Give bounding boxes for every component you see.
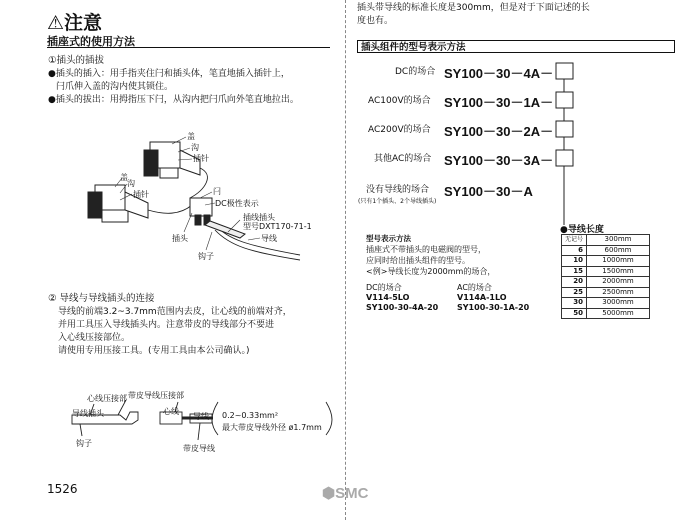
- length-value: 1500mm: [587, 266, 650, 277]
- fig1-latch-label: 闩: [213, 187, 221, 196]
- sec2-line2: 并用工具压入导线插头内。注意带皮的导线部分不要进: [58, 320, 275, 330]
- smc-logo-text: SMC: [335, 485, 369, 502]
- fig2-core-crimp-label: 心线压接部: [87, 394, 127, 403]
- fig1-groove-label: 沟: [191, 143, 199, 152]
- length-row: [562, 308, 650, 319]
- sec1-bullet1-line2: 闩爪伸入盖的沟内使其锁住。: [56, 82, 174, 92]
- example-dc-model2: SY100-30-4A-20: [366, 303, 439, 312]
- row-other-code: SY100－30－3A－: [444, 153, 554, 168]
- length-row: [562, 298, 650, 309]
- caution-title: 注意: [64, 12, 103, 34]
- intro-line2: 度也有。: [357, 16, 394, 26]
- method-line1: 插座式不带插头的电磁阀的型号，: [366, 245, 486, 254]
- length-code: 15: [562, 266, 587, 277]
- fig2-sheath-crimp-label: 带皮导线压接部: [128, 391, 184, 400]
- length-title: ●导线长度: [560, 225, 604, 235]
- sec1-bullet1-line1: ●插头的插入：用手指夹住闩和插头体，笔直地插入插针上，: [48, 69, 290, 79]
- length-code: 无记号: [562, 235, 587, 246]
- row-nowire-label: 没有导线的场合: [366, 185, 430, 195]
- row-dc-label: DC的场合: [395, 67, 436, 77]
- smc-logo: [322, 484, 368, 502]
- fig2-sheathed-label: 带皮导线: [183, 444, 215, 453]
- row-ac200-code: SY100－30－2A－: [444, 124, 554, 139]
- sec1-bullet2: ●插头的拔出：用拇指压下闩，从沟内把闩爪向外笔直地拉出。: [48, 95, 299, 105]
- fig2-wire-socket-label: 导线插头: [72, 409, 104, 418]
- row-dc-code: SY100－30－4A－: [444, 66, 554, 81]
- section-title: 插头组件的型号表示方法: [361, 42, 466, 53]
- example-ac-head: AC的场合: [457, 283, 492, 292]
- length-value: 2500mm: [587, 287, 650, 298]
- example-ac-model1: V114A-1LO: [457, 293, 507, 302]
- sec2-line4: 请使用专用压接工具。(专用工具由本公司确认。): [58, 346, 250, 356]
- length-table: [561, 234, 650, 319]
- fig1-hook-label: 钩子: [198, 252, 214, 261]
- sec1-title: ①插头的插拔: [48, 55, 105, 66]
- fig1-cover-label: 盖: [187, 132, 195, 141]
- length-row: [562, 256, 650, 267]
- length-value: 600mm: [587, 245, 650, 256]
- fig2-hook-label: 钩子: [76, 439, 92, 448]
- fig1-cover2-label: 盖: [120, 173, 128, 182]
- sec2-line1: 导线的前端3.2~3.7mm范围内去皮，让心线的前端对齐，: [58, 307, 292, 317]
- sec2-title: ② 导线与导线插头的连接: [48, 293, 155, 304]
- sec2-line3: 入心线压接部位。: [58, 333, 131, 343]
- subtitle: 插座式的使用方法: [47, 35, 135, 48]
- length-value: 2000mm: [587, 277, 650, 288]
- length-row: [562, 235, 650, 246]
- fig2-wire-label: 导线: [193, 412, 209, 421]
- fig1-dc-label: DC极性表示: [215, 199, 259, 208]
- row-other-label: 其他AC的场合: [374, 154, 432, 164]
- warning-icon: ⚠: [47, 12, 65, 34]
- fig1-groove2-label: 沟: [127, 179, 135, 188]
- row-ac100-label: AC100V的场合: [368, 96, 431, 106]
- length-row: [562, 287, 650, 298]
- nowire-note: (只有1个插头、2个导线插头): [358, 198, 437, 205]
- length-value: 3000mm: [587, 298, 650, 309]
- length-code: 10: [562, 256, 587, 267]
- length-row: [562, 266, 650, 277]
- fig2-spec1: 0.2~0.33mm²: [222, 411, 279, 420]
- example-dc-model1: V114-5LO: [366, 293, 410, 302]
- fig1-model-label: 型号DXT170-71-1: [243, 222, 312, 231]
- fig1-pin2-label: 插针: [133, 190, 149, 199]
- example-ac-model2: SY100-30-1A-20: [457, 303, 530, 312]
- fig1-socket-label: 插头: [172, 234, 188, 243]
- row-ac200-label: AC200V的场合: [368, 125, 431, 135]
- row-ac100-code: SY100－30－1A－: [444, 95, 554, 110]
- fig1-pin-label: 插针: [193, 154, 209, 163]
- smc-logo-icon: ⬢: [322, 485, 336, 502]
- section-title-box: [357, 40, 675, 53]
- length-row: [562, 277, 650, 288]
- length-code: 50: [562, 308, 587, 319]
- fig1-assy-label: 插线插头: [243, 213, 275, 222]
- page-number: 1526: [47, 482, 78, 496]
- fig2-spec2: 最大带皮导线外径 ø1.7mm: [222, 423, 322, 432]
- method-line3: <例>导线长度为2000mm的场合，: [366, 267, 496, 276]
- example-dc-head: DC的场合: [366, 283, 402, 292]
- length-code: 30: [562, 298, 587, 309]
- length-value: 1000mm: [587, 256, 650, 267]
- method-line2: 应同时给出插头组件的型号。: [366, 256, 470, 265]
- length-code: 6: [562, 245, 587, 256]
- length-code: 25: [562, 287, 587, 298]
- length-value: 300mm: [587, 235, 650, 246]
- method-title: 型号表示方法: [366, 234, 411, 243]
- intro-line1: 插头带导线的标准长度是300mm，但是对于下面记述的长: [357, 3, 590, 13]
- length-value: 5000mm: [587, 308, 650, 319]
- fig1-wire-label: 导线: [261, 234, 277, 243]
- row-nowire-code: SY100－30－A: [444, 184, 533, 199]
- fig2-core-label: 心线: [163, 407, 179, 416]
- length-code: 20: [562, 277, 587, 288]
- length-row: [562, 245, 650, 256]
